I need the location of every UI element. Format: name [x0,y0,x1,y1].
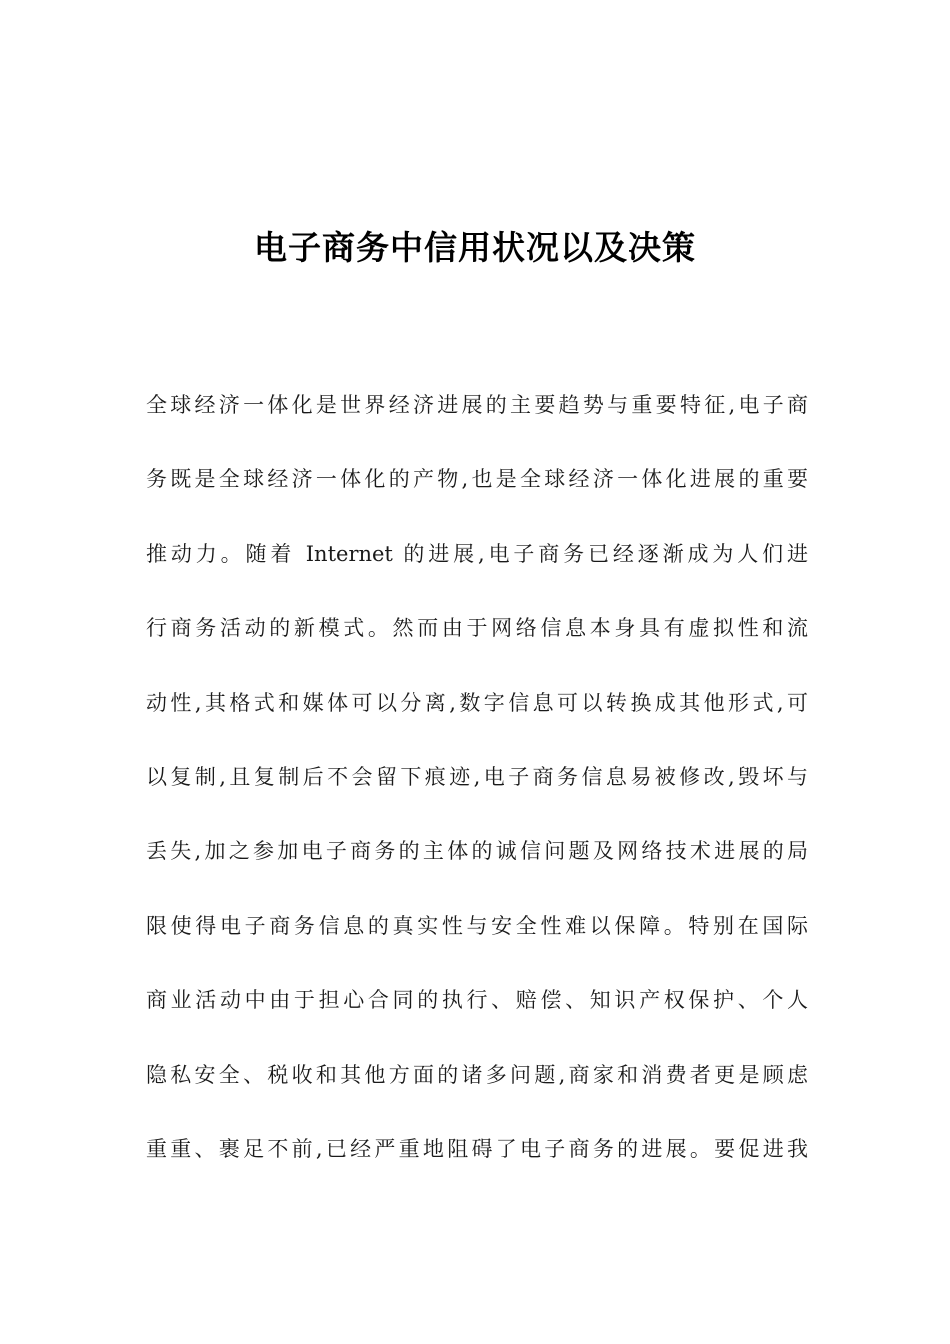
body-line: 务既是全球经济一体化的产物,也是全球经济一体化进展的重要 [146,467,808,492]
document-body [146,384,808,1202]
body-line: 丢失,加之参加电子商务的主体的诚信问题及网络技术进展的局 [146,839,808,864]
body-line: 动性,其格式和媒体可以分离,数字信息可以转换成其他形式,可 [146,690,808,715]
body-line: 限使得电子商务信息的真实性与安全性难以保障。特别在国际 [146,913,808,938]
document-title: 电子商务中信用状况以及决策 [254,228,696,267]
body-line: 商业活动中由于担心合同的执行、赔偿、知识产权保护、个人 [146,988,808,1013]
body-line: 重重、裹足不前,已经严重地阻碍了电子商务的进展。要促进我 [146,1136,808,1161]
body-line: 以复制,且复制后不会留下痕迹,电子商务信息易被修改,毁坏与 [146,764,808,789]
body-line: 推动力。随着 Internet 的进展,电子商务已经逐渐成为人们进 [146,541,808,566]
body-line: 全球经济一体化是世界经济进展的主要趋势与重要特征,电子商 [146,393,808,417]
body-line: 行商务活动的新模式。然而由于网络信息本身具有虚拟性和流 [146,616,808,641]
body-line: 隐私安全、税收和其他方面的诸多问题,商家和消费者更是顾虑 [146,1062,808,1087]
